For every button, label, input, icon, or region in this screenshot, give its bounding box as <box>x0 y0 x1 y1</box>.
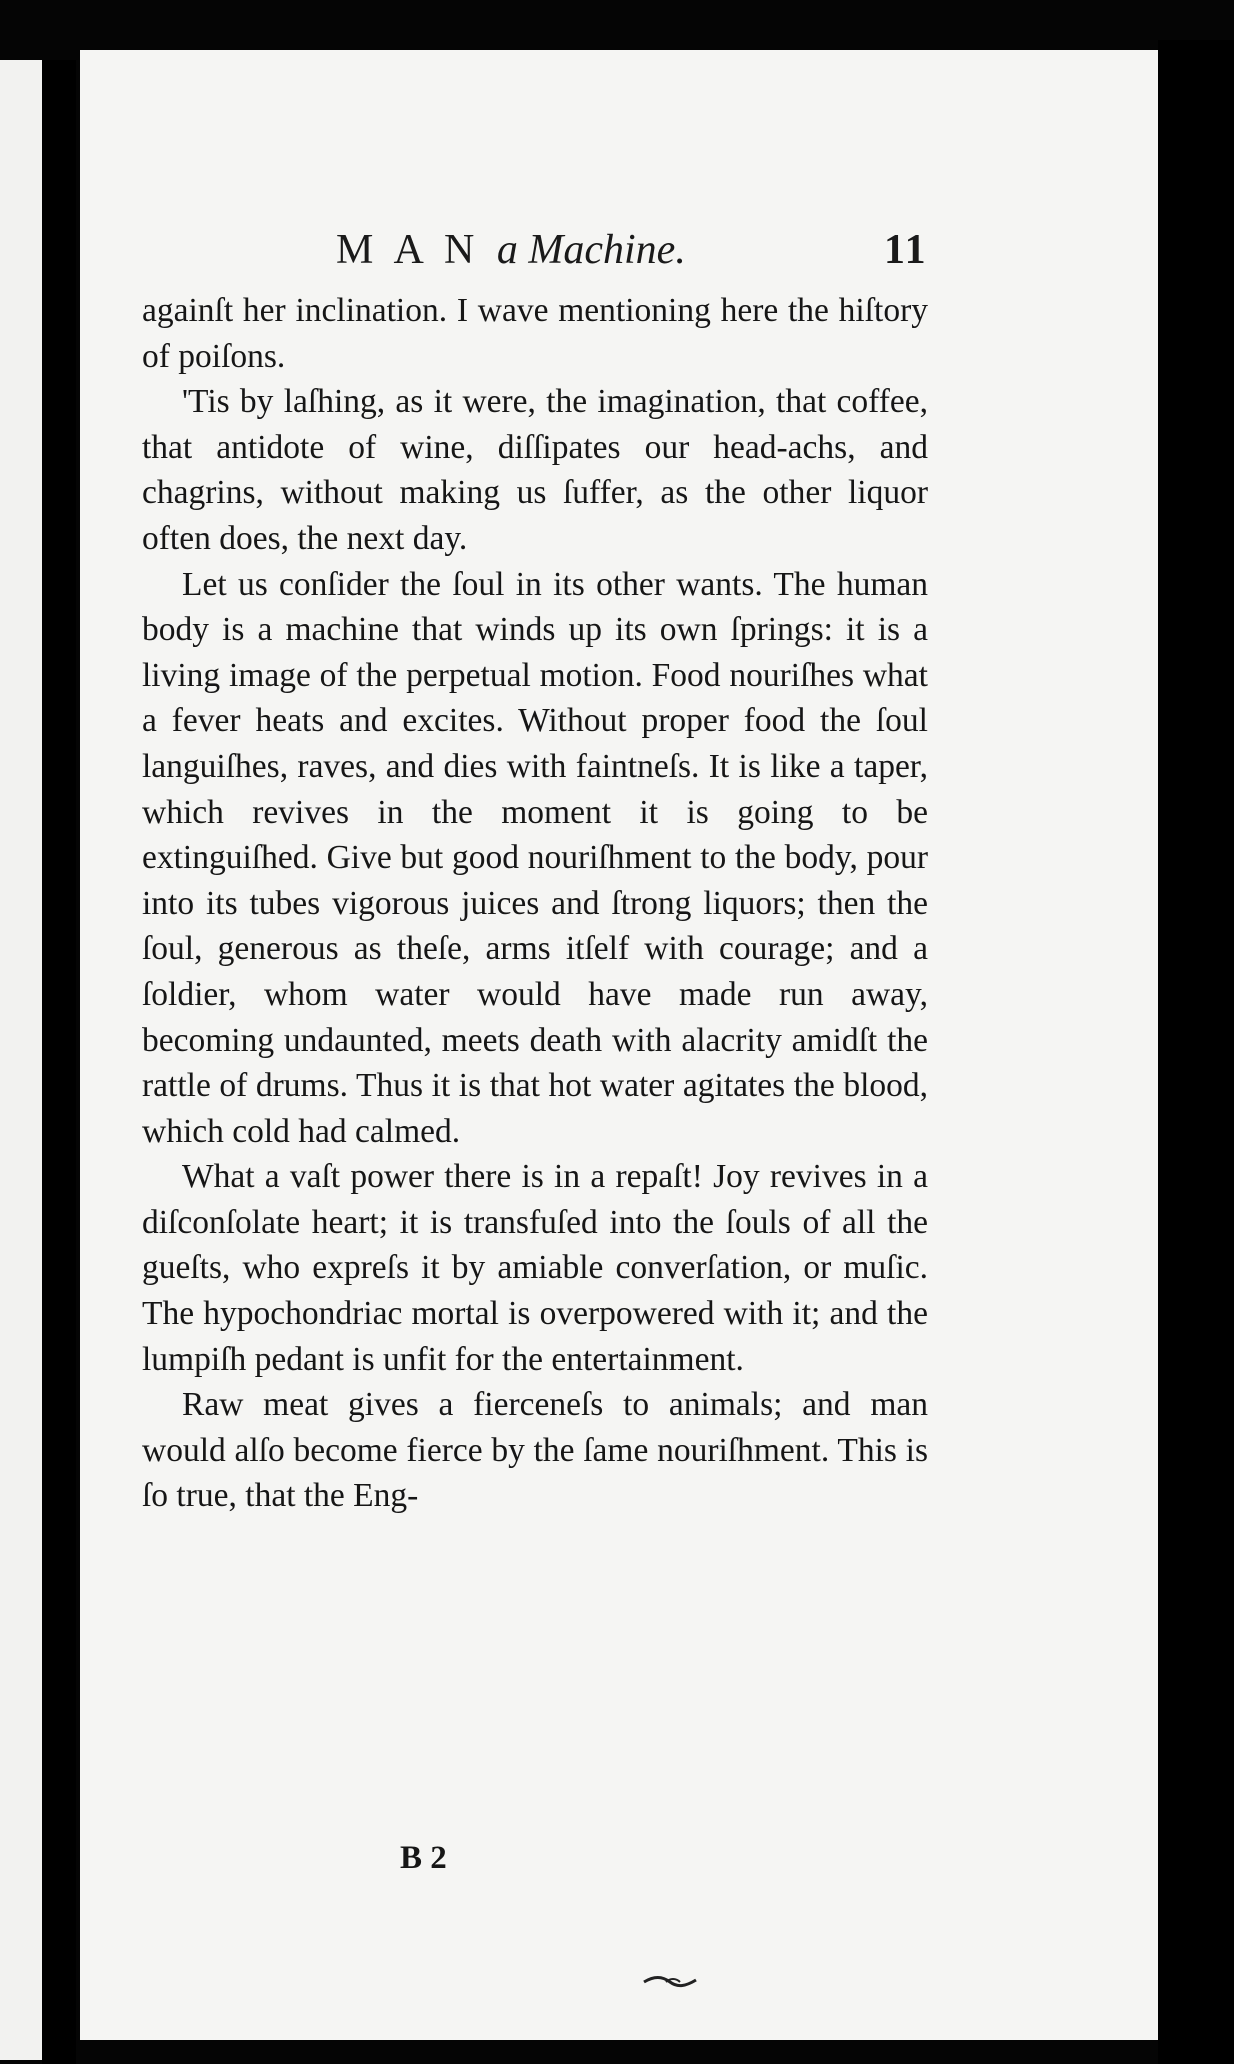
page-number: 11 <box>884 227 928 273</box>
paragraph-1: againſt her inclination. I wave mentioning here the hiſtory of poiſons. <box>142 292 928 375</box>
page-title <box>336 226 686 274</box>
printer-ornament-icon <box>640 1970 700 1990</box>
book-gutter <box>42 60 76 2064</box>
body-text <box>142 288 928 1519</box>
paragraph-4: What a vaſt power there is in a repaſt! Joy revives in a diſconſolate heart; it is transfuſed into the ſouls of all the gueſts, who expreſs it by amiable converſation, or muſic. The hypochondriac mortal is overpowered with it; and the lumpiſh pedant is unfit for the entertainment. <box>142 1158 928 1378</box>
title-main: M A N <box>336 227 481 273</box>
title-italic: a Machine. <box>496 227 686 273</box>
book-page <box>80 50 1158 2040</box>
page-stack-edge <box>1158 40 1234 2064</box>
paragraph-2: 'Tis by laſhing, as it were, the imagination, that coffee, that antidote of wine, diſſipates our head-achs, and chagrins, without making us ſuffer, as the other liquor often does, the next day. <box>142 383 928 557</box>
paragraph-5: Raw meat gives a fierceneſs to animals; and man would alſo become fierce by the ſame nouriſhment. This is ſo true, that the Eng- <box>142 1386 928 1515</box>
paragraph-3: Let us conſider the ſoul in its other wants. The human body is a machine that winds up its own ſprings: it is a living image of the perpetual motion. Food nouriſhes what a fever heats and excites. Without proper food the ſoul languiſhes, raves, and dies with faintneſs. It is like a taper, which revives in the moment it is going to be extinguiſhed. Give but good nouriſhment to the body, pour into its tubes vigorous juices and ſtrong liquors; then the ſoul, generous as theſe, arms itſelf with courage; and a ſoldier, whom water would have made run away, becoming undaunted, meets death with alacrity amidſt the rattle of drums. Thus it is that hot water agitates the blood, which cold had calmed. <box>142 565 928 1150</box>
signature-mark: B 2 <box>400 1840 447 1876</box>
